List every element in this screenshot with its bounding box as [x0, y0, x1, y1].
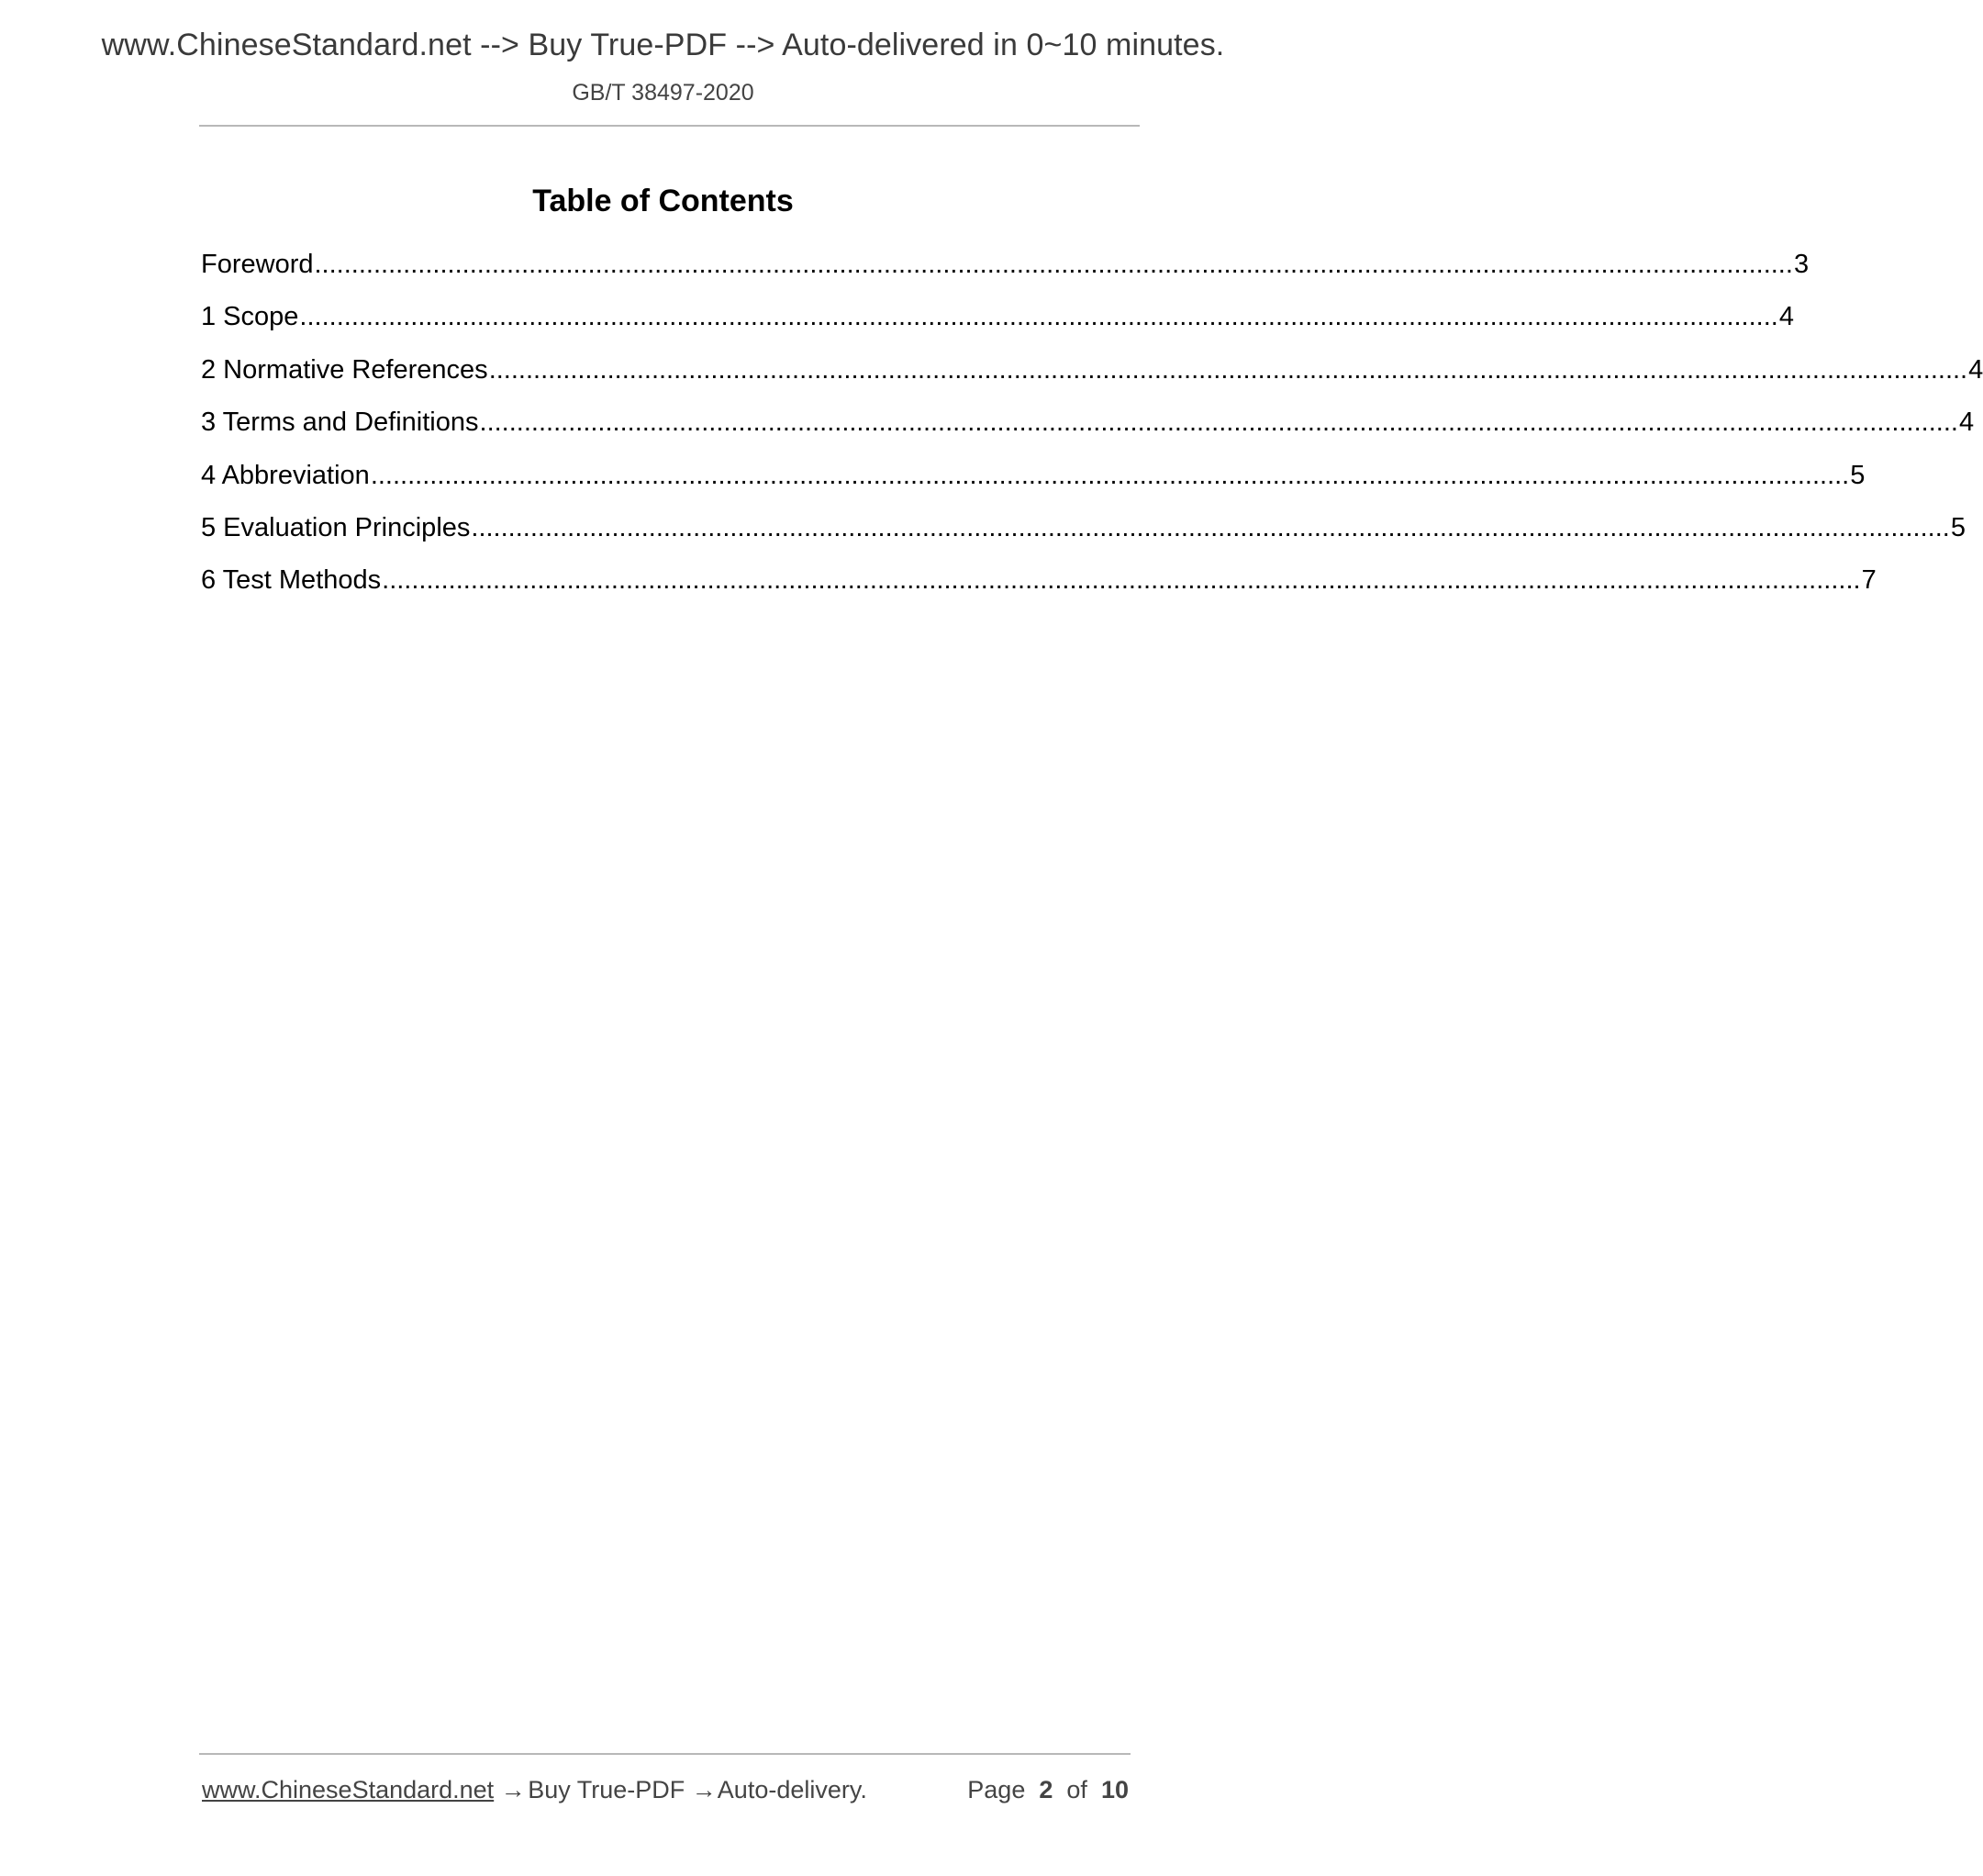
- toc-entry-terms-and-definitions[interactable]: [201, 402, 1975, 454]
- toc-entry-page: 4: [1958, 408, 1975, 438]
- toc-leader-dots: ........................................................................................................................................................................................................: [479, 408, 1958, 438]
- page-number: [967, 1776, 1129, 1804]
- toc-entry-label: 5 Evaluation Principles: [201, 512, 471, 542]
- toc-leader-dots: ........................................................................................................................................................................................................: [299, 302, 1778, 332]
- toc-leader-dots: ........................................................................................................................................................................................................: [370, 460, 1850, 490]
- toc-entry-page: 5: [1950, 512, 1966, 542]
- toc-leader-dots: ........................................................................................................................................................................................................: [471, 512, 1950, 542]
- footer-promo: [202, 1776, 867, 1804]
- toc-entry-label: Foreword: [201, 250, 314, 279]
- footer-divider: [199, 1753, 1131, 1755]
- header-banner: www.ChineseStandard.net --> Buy True-PDF --> Auto-delivered in 0~10 minutes.: [101, 28, 1225, 62]
- toc-entry-page: 3: [1793, 250, 1810, 279]
- site-link[interactable]: www.ChineseStandard.net: [202, 1776, 495, 1803]
- toc-entry-label: 6 Test Methods: [201, 565, 382, 596]
- toc-entry-abbreviation[interactable]: [201, 455, 1866, 508]
- toc-entry-foreword[interactable]: [201, 244, 1810, 296]
- toc-entry-scope[interactable]: [201, 296, 1794, 349]
- toc-entry-label: 4 Abbreviation: [201, 460, 370, 490]
- arrow-right-icon: →: [500, 1776, 526, 1803]
- toc-leader-dots: ........................................................................................................................................................................................................: [488, 354, 1968, 385]
- arrow-right-icon: →: [691, 1776, 717, 1803]
- toc-entry-page: 7: [1861, 565, 1877, 596]
- page-label: Page: [967, 1776, 1026, 1803]
- toc-title: Table of Contents: [532, 184, 794, 218]
- toc-entry-normative-references[interactable]: [201, 350, 1983, 402]
- toc-list: [201, 244, 1983, 613]
- toc-entry-test-methods[interactable]: [201, 560, 1877, 612]
- toc-entry-label: 1 Scope: [201, 302, 299, 332]
- toc-leader-dots: ........................................................................................................................................................................................................: [314, 250, 1793, 279]
- of-label: of: [1066, 1776, 1087, 1803]
- toc-entry-page: 5: [1850, 460, 1866, 490]
- current-page: 2: [1039, 1776, 1053, 1803]
- footer-delivery-text: Auto-delivery.: [717, 1776, 867, 1803]
- header-divider: [199, 125, 1140, 127]
- total-pages: 10: [1100, 1776, 1129, 1803]
- toc-entry-label: 3 Terms and Definitions: [201, 408, 479, 438]
- footer-buy-text: Buy True-PDF: [528, 1776, 685, 1803]
- toc-entry-page: 4: [1778, 302, 1794, 332]
- standard-code: GB/T 38497-2020: [572, 80, 754, 106]
- toc-entry-evaluation-principles[interactable]: [201, 508, 1966, 560]
- toc-leader-dots: ........................................................................................................................................................................................................: [382, 565, 1861, 596]
- toc-entry-label: 2 Normative References: [201, 354, 488, 385]
- toc-entry-page: 4: [1968, 354, 1983, 385]
